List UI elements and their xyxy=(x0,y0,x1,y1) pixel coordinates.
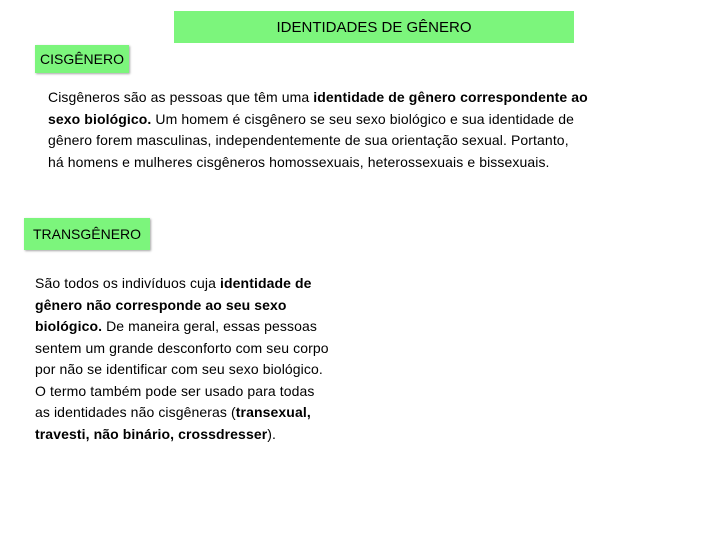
transgenero-label: TRANSGÊNERO xyxy=(32,226,142,242)
paragraph-line xyxy=(35,424,385,446)
text-span: ). xyxy=(267,425,277,442)
transgenero-paragraph xyxy=(35,273,385,445)
bold-text-span: gênero não corresponde ao seu sexo xyxy=(35,296,287,313)
text-span: Um homem é cisgênero se seu sexo biológico e sua identidade de xyxy=(151,110,575,127)
slide-title: IDENTIDADES DE GÊNERO xyxy=(276,18,472,36)
transgenero-label-box xyxy=(24,218,150,250)
paragraph-line xyxy=(35,402,385,424)
text-span: Cisgêneros são as pessoas que têm uma xyxy=(48,89,314,105)
text-span: as identidades não cisgêneras ( xyxy=(35,404,236,420)
bold-text-span: sexo biológico. xyxy=(48,110,152,127)
cisgenero-paragraph xyxy=(48,87,668,173)
paragraph-line xyxy=(48,152,668,174)
bold-text-span: travesti, não binário, crossdresser xyxy=(35,425,268,442)
paragraph-line xyxy=(35,359,385,381)
bold-text-span: identidade de xyxy=(220,275,312,291)
paragraph-line xyxy=(48,130,668,152)
cisgenero-label: CISGÊNERO xyxy=(39,51,124,67)
paragraph-line xyxy=(35,273,385,295)
paragraph-line xyxy=(48,109,668,131)
paragraph-line xyxy=(35,295,385,317)
slide-title-box xyxy=(174,11,574,43)
text-span: São todos os indivíduos cuja xyxy=(35,275,221,291)
text-span: sentem um grande desconforto com seu corpo xyxy=(35,339,329,356)
text-span: gênero forem masculinas, independentemente de sua orientação sexual. Portanto, xyxy=(48,132,569,148)
paragraph-line xyxy=(35,316,385,338)
bold-text-span: biológico. xyxy=(35,318,103,334)
paragraph-line xyxy=(48,87,668,109)
text-span: por não se identificar com seu sexo biológico. xyxy=(35,361,323,377)
bold-text-span: transexual, xyxy=(235,404,311,420)
paragraph-line xyxy=(35,381,385,403)
bold-text-span: identidade de gênero correspondente ao xyxy=(313,89,588,105)
text-span: há homens e mulheres cisgêneros homossexuais, heterossexuais e bissexuais. xyxy=(48,153,550,170)
paragraph-line xyxy=(35,338,385,360)
cisgenero-label-box xyxy=(35,45,129,73)
text-span: O termo também pode ser usado para todas xyxy=(35,382,315,399)
text-span: De maneira geral, essas pessoas xyxy=(102,318,317,334)
